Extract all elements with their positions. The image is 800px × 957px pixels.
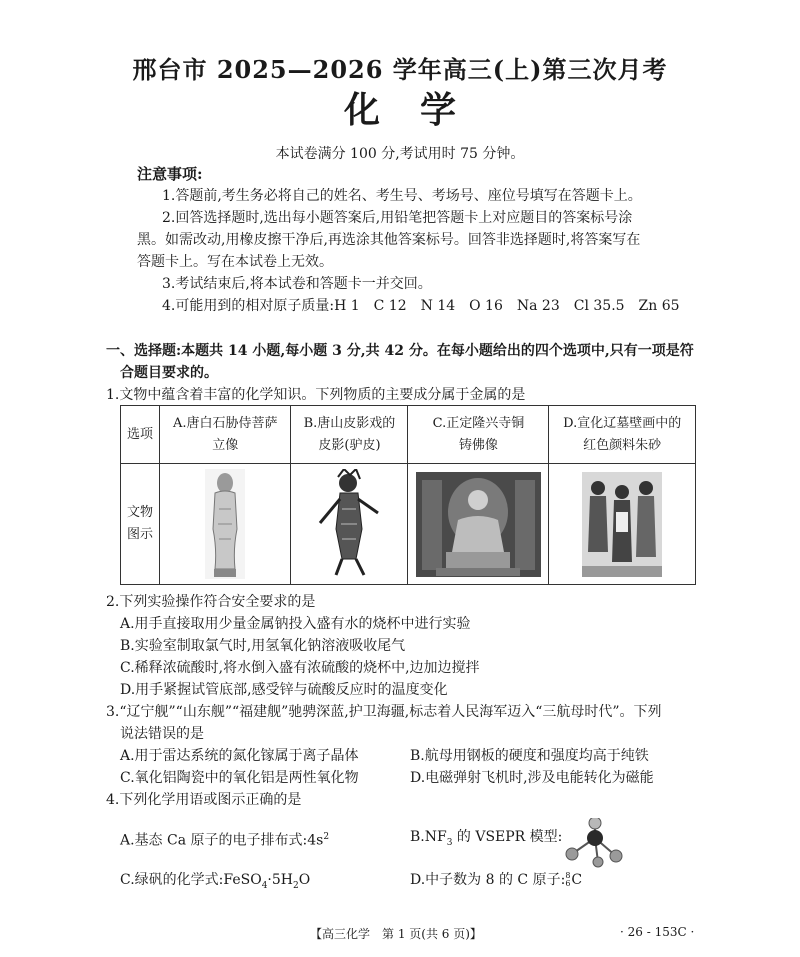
q3-stem-a: 3.“辽宁舰”“山东舰”“福建舰”驰骋深蓝,护卫海疆,标志着人民海军迈入“三航母时代”。下列 bbox=[106, 704, 662, 720]
q4-option-a: A.基态 Ca 原子的电子排布式$:4s^2$ bbox=[120, 832, 330, 849]
q2-option-a: A.用手直接取用少量金属钠投入盛有水的烧杯中进行实验 bbox=[120, 616, 471, 632]
q1-image-a-cell bbox=[160, 464, 291, 585]
footer-page-info: 【高三化学 第 1 页(共 6 页)】 bbox=[310, 927, 482, 941]
q1-table bbox=[120, 405, 696, 585]
q2-option-c: C.稀释浓硫酸时,将水倒入盛有浓硫酸的烧杯中,边加边搅拌 bbox=[120, 660, 480, 676]
q1-option-d: D.宣化辽墓壁画中的 红色颜料朱砂 bbox=[549, 406, 696, 464]
q1-option-b: B.唐山皮影戏的 皮影(驴皮) bbox=[291, 406, 408, 464]
section1-heading-a: 一、选择题:本题共 14 小题,每小题 3 分,共 42 分。在每小题给出的四个选项中,只有一项是符 bbox=[106, 343, 694, 359]
q1-label-option: 选项 bbox=[121, 406, 160, 464]
q4-option-b: $B.NF_3$ 的 VSEPR 模型: bbox=[410, 829, 563, 848]
bodhisattva-statue-image bbox=[205, 469, 245, 579]
q3-option-d: D.电磁弹射飞机时,涉及电能转化为磁能 bbox=[410, 770, 654, 786]
q2-stem: 2.下列实验操作符合安全要求的是 bbox=[106, 594, 316, 610]
notice-line-2b: 黑。如需改动,用橡皮擦干净后,再选涂其他答案标号。回答非选择题时,将答案写在 bbox=[137, 232, 641, 248]
q2-option-b: B.实验室制取氯气时,用氢氧化钠溶液吸收尾气 bbox=[120, 638, 406, 654]
q4-option-d: D.中子数为 8 的 C 原子:8 6C bbox=[410, 871, 583, 888]
q3-option-c: C.氧化铝陶瓷中的氧化铝是两性氧化物 bbox=[120, 770, 359, 786]
q4-stem: 4.下列化学用语或图示正确的是 bbox=[106, 792, 302, 808]
exam-title: 邢台市 2025—2026 学年高三(上)第三次月考 bbox=[132, 55, 668, 84]
q1-stem: 1.文物中蕴含着丰富的化学知识。下列物质的主要成分属于金属的是 bbox=[106, 387, 526, 403]
shadow-puppet-image bbox=[314, 469, 384, 579]
q1-image-d-cell bbox=[549, 464, 696, 585]
q4-option-c: C.绿矾的化学式$:FeSO_4\cdot 5H_2O$ bbox=[120, 872, 311, 891]
q1-option-a: A.唐白石胁侍菩萨 立像 bbox=[160, 406, 291, 464]
subject-title: 化学 bbox=[343, 89, 496, 131]
footer-code: · 26 - 153C · bbox=[620, 925, 695, 939]
q3-stem-b: 说法错误的是 bbox=[120, 726, 204, 742]
notice-heading: 注意事项: bbox=[137, 165, 203, 183]
vsepr-model-icon bbox=[560, 818, 630, 868]
q1-image-c-cell bbox=[408, 464, 549, 585]
q1-image-b-cell bbox=[291, 464, 408, 585]
bronze-buddha-image bbox=[416, 472, 541, 577]
notice-line-1: 1.答题前,考生务必将自己的姓名、考生号、考场号、座位号填写在答题卡上。 bbox=[162, 188, 642, 204]
tomb-mural-image bbox=[582, 472, 662, 577]
q1-label-image: 文物 图示 bbox=[121, 464, 160, 585]
q2-option-d: D.用手紧握试管底部,感受锌与硫酸反应时的温度变化 bbox=[120, 682, 448, 698]
notice-line-3: 3.考试结束后,将本试卷和答题卡一并交回。 bbox=[162, 276, 432, 292]
notice-line-2a: 2.回答选择题时,选出每小题答案后,用铅笔把答题卡上对应题目的答案标号涂 bbox=[162, 210, 633, 226]
q3-option-a: A.用于雷达系统的氮化镓属于离子晶体 bbox=[120, 748, 359, 764]
exam-info: 本试卷满分 100 分,考试用时 75 分钟。 bbox=[275, 146, 525, 162]
notice-line-4: 4.可能用到的相对原子质量:H 1 C 12 N 14 O 16 Na 23 Cl 35.5 Zn 65 bbox=[162, 298, 680, 314]
section1-heading-b: 合题目要求的。 bbox=[120, 365, 218, 381]
q3-option-b: B.航母用钢板的硬度和强度均高于纯铁 bbox=[410, 748, 649, 764]
notice-line-2c: 答题卡上。写在本试卷上无效。 bbox=[137, 254, 333, 270]
q1-option-c: C.正定隆兴寺铜 铸佛像 bbox=[408, 406, 549, 464]
